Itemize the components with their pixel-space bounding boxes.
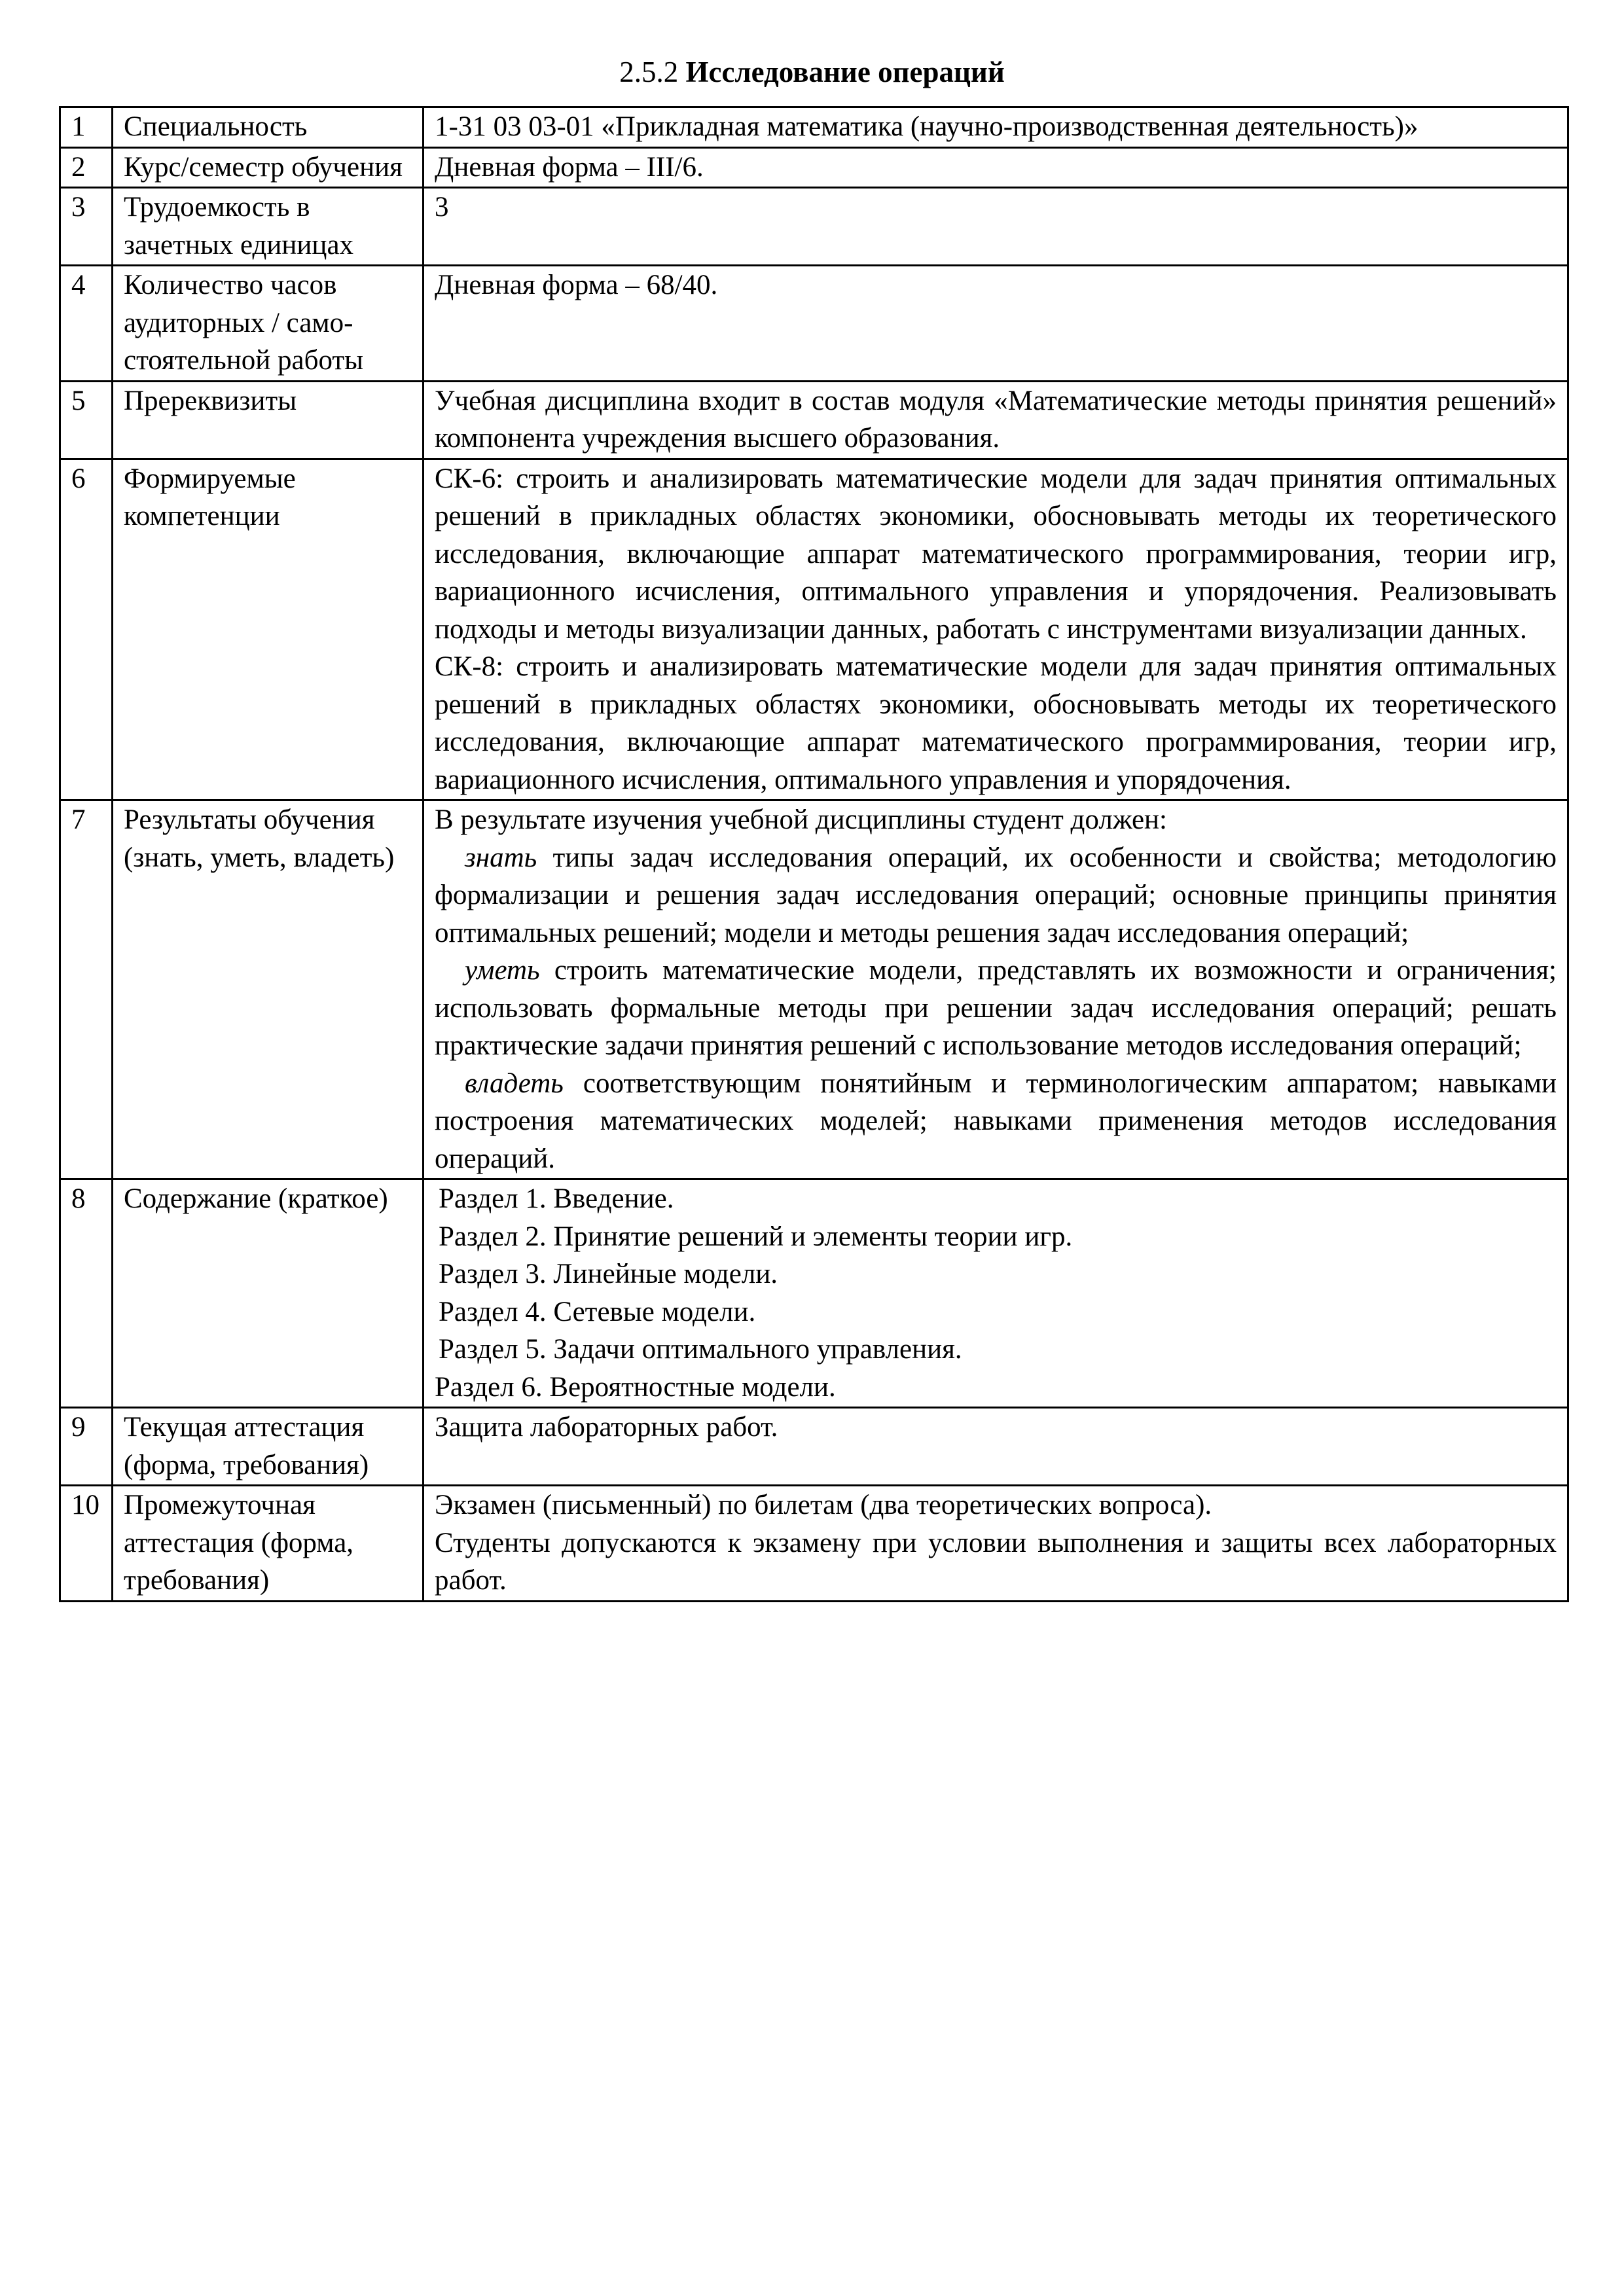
exam-requirements: Студенты допускаются к экзамену при условии выполнения и защиты всех лабораторных работ. bbox=[435, 1527, 1557, 1596]
outcome-keyword: владеть bbox=[465, 1067, 564, 1099]
learning-outcomes-cell bbox=[424, 800, 1568, 1179]
content-section: Раздел 1. Введение. bbox=[439, 1183, 674, 1214]
row-label: Специальность bbox=[113, 107, 424, 148]
outcome-can bbox=[435, 952, 1557, 1065]
competence-sk8: СК-8: строить и анализировать математические модели для задач принятия оптимальных решений в прикладных областях экономики, обосновывать методы их теоретического исследования, включающие аппарат математического программирования, теории игр, вариационного исчисления, оптимального управления и упорядочения. bbox=[435, 651, 1557, 795]
outcomes-intro: В результате изучения учебной дисциплины студент должен: bbox=[435, 804, 1168, 835]
content-section: Раздел 2. Принятие решений и элементы теории игр. bbox=[439, 1221, 1073, 1252]
row-number: 9 bbox=[60, 1408, 113, 1486]
content-section: Раздел 6. Вероятностные модели. bbox=[435, 1371, 836, 1403]
row-label: Промежуточная аттестация (форма, требования) bbox=[113, 1486, 424, 1602]
exam-form: Экзамен (письменный) по билетам (два теоретических вопроса). bbox=[435, 1490, 1212, 1520]
outcome-text: соответствующим понятийным и терминологическим аппаратом; навыками построения математических моделей; навыками применения методов исследования операций. bbox=[435, 1067, 1557, 1174]
row-label: Содержание (краткое) bbox=[113, 1179, 424, 1408]
row-number: 1 bbox=[60, 107, 113, 148]
content-section: Раздел 4. Сетевые модели. bbox=[439, 1296, 756, 1327]
row-number: 6 bbox=[60, 459, 113, 800]
row-label: Формируемые компетенции bbox=[113, 459, 424, 800]
section-title: Исследование операций bbox=[685, 56, 1005, 88]
row-value: 3 bbox=[424, 188, 1568, 266]
table-row bbox=[60, 381, 1568, 459]
table-row bbox=[60, 800, 1568, 1179]
row-label: Количество часов аудиторных / само-стоятельной работы bbox=[113, 266, 424, 382]
table-row bbox=[60, 107, 1568, 148]
row-number: 8 bbox=[60, 1179, 113, 1408]
row-value: Дневная форма – III/6. bbox=[424, 147, 1568, 188]
outcome-know bbox=[435, 839, 1557, 952]
table-row bbox=[60, 1179, 1568, 1408]
row-label: Результаты обучения (знать, уметь, владеть) bbox=[113, 800, 424, 1179]
competences-cell bbox=[424, 459, 1568, 800]
row-label: Трудоемкость в зачетных единицах bbox=[113, 188, 424, 266]
row-number: 2 bbox=[60, 147, 113, 188]
table-row bbox=[60, 266, 1568, 382]
row-label: Текущая аттестация (форма, требования) bbox=[113, 1408, 424, 1486]
row-label: Пререквизиты bbox=[113, 381, 424, 459]
competence-sk6: СК-6: строить и анализировать математические модели для задач принятия оптимальных решений в прикладных областях экономики, обосновывать методы их теоретического исследования, включающие аппарат математического программирования, теории игр, вариационного исчисления, оптимального управления и упорядочения. Реализовывать подходы и методы визуализации данных, работать с инструментами визуализации данных. bbox=[435, 463, 1557, 645]
outcome-keyword: уметь bbox=[465, 955, 540, 986]
table-row bbox=[60, 459, 1568, 800]
content-sections-cell bbox=[424, 1179, 1568, 1408]
section-number: 2.5.2 bbox=[619, 56, 679, 88]
content-section: Раздел 3. Линейные модели. bbox=[439, 1259, 778, 1289]
row-number: 5 bbox=[60, 381, 113, 459]
outcome-master bbox=[435, 1065, 1557, 1178]
outcome-keyword: знать bbox=[465, 842, 537, 873]
row-number: 4 bbox=[60, 266, 113, 382]
row-number: 7 bbox=[60, 800, 113, 1179]
table-row bbox=[60, 1486, 1568, 1602]
content-section: Раздел 5. Задачи оптимального управления. bbox=[439, 1334, 962, 1365]
row-label: Курс/семестр обучения bbox=[113, 147, 424, 188]
discipline-table bbox=[59, 106, 1569, 1602]
row-number: 10 bbox=[60, 1486, 113, 1602]
exam-cell bbox=[424, 1486, 1568, 1602]
row-value: Дневная форма – 68/40. bbox=[424, 266, 1568, 382]
table-row bbox=[60, 147, 1568, 188]
table-row bbox=[60, 188, 1568, 266]
page-title bbox=[0, 52, 1624, 92]
outcome-text: типы задач исследования операций, их особенности и свойства; методологию формализации и решения задач исследования операций; основные принципы принятия оптимальных решений; модели и методы решения задач исследования операций; bbox=[435, 842, 1557, 948]
row-value: Учебная дисциплина входит в состав модуля «Математические методы принятия решений» компонента учреждения высшего образования. bbox=[424, 381, 1568, 459]
row-value: Защита лабораторных работ. bbox=[424, 1408, 1568, 1486]
outcome-text: строить математические модели, представлять их возможности и ограничения; использовать формальные методы при решении задач исследования операций; решать практические задачи принятия решений с использование методов исследования операций; bbox=[435, 955, 1557, 1061]
table-row bbox=[60, 1408, 1568, 1486]
row-value: 1-31 03 03-01 «Прикладная математика (научно-производственная деятельность)» bbox=[424, 107, 1568, 148]
row-number: 3 bbox=[60, 188, 113, 266]
